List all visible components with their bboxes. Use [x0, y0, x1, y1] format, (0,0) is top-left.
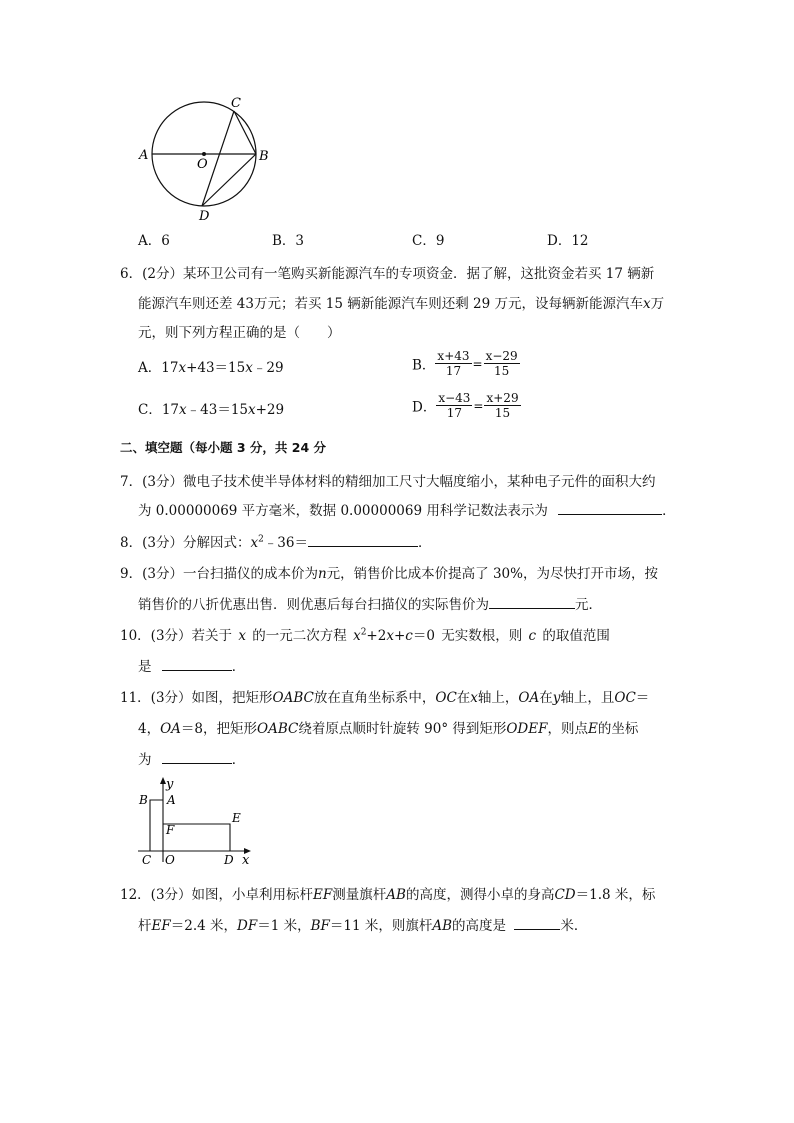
q10-line1: 10．(3分）若关于 x 的一元二次方程 $x^2+2x+c=0$ 无实数根，则 c 的取值范围 — [120, 627, 610, 644]
rect-oabc — [150, 800, 163, 851]
q8-line: 8．(3分）分解因式：$x^2﹣36=$ ． — [120, 534, 432, 551]
q6-line2 — [138, 292, 664, 312]
label-y: y — [166, 777, 174, 792]
q9-line2: 销售价的八折优惠出售．则优惠后每台扫描仪的实际售价为 元． — [138, 597, 602, 613]
q12-line2: 杆EF＝2.4 米，DF＝1 米，BF＝11 米，则旗杆AB的高度是 米． — [138, 918, 588, 934]
label-b: B — [259, 149, 269, 164]
label-o2: O — [165, 853, 175, 866]
q5-option-d[interactable]: D．12 — [547, 233, 589, 249]
label-e: E — [232, 811, 241, 825]
label-d: D — [199, 209, 210, 224]
label-c: C — [231, 96, 241, 111]
label-x: x — [242, 853, 250, 866]
q6-b-frac-right: $\frac{x-29}{15}$ — [485, 349, 518, 378]
label-b2: B — [139, 793, 148, 807]
q10-answer-blank[interactable] — [162, 670, 232, 671]
label-d2: D — [224, 853, 234, 866]
q7-line1: 7．(3分）微电子技术使半导体材料的精细加工尺寸大幅度缩小，某种电子元件的面积大约 — [120, 474, 656, 490]
q6-option-d[interactable]: D． $\frac{x-43}{17}$ = $\frac{x+29}{15}$ — [412, 391, 519, 420]
chord-cb — [234, 111, 256, 154]
q6-d-frac-right: $\frac{x+29}{15}$ — [486, 391, 519, 420]
q11-line2: 4，OA＝8，把矩形OABC绕着原点顺时针旋转 90° 得到矩形ODEF，则点E的坐标 — [138, 721, 639, 737]
q6-line1: 6．(2分）某环卫公司有一笔购买新能源汽车的专项资金．据了解，这批资金若买 17 辆新 — [120, 266, 655, 282]
q5-option-c[interactable]: C．9 — [412, 233, 445, 249]
q5-option-a[interactable]: A．6 — [138, 233, 170, 249]
q6-line3: 元，则下列方程正确的是（ ） — [138, 325, 341, 341]
q7-answer-blank[interactable] — [558, 514, 662, 515]
q6-option-b[interactable]: B． $\frac{x+43}{17}$ = $\frac{x-29}{15}$ — [412, 349, 518, 378]
label-f: F — [166, 823, 175, 837]
q12-line1: 12．(3分）如图，小卓利用标杆EF测量旗杆AB的高度，测得小卓的身高CD＝1.8 米，标 — [120, 887, 656, 903]
q12-answer-blank[interactable] — [514, 929, 560, 930]
q8-answer-blank[interactable] — [308, 546, 418, 547]
q9-line1: 9．(3分）一台扫描仪的成本价为n元，销售价比成本价提高了 30%，为尽快打开市场，按 — [120, 566, 658, 582]
q6-option-c[interactable]: C．17x﹣43＝15x+29 — [138, 402, 285, 418]
circle-figure — [130, 90, 280, 225]
label-a: A — [139, 148, 149, 163]
q11-line3: 为 ． — [138, 752, 246, 768]
q11-answer-blank[interactable] — [162, 763, 232, 764]
rect-figure — [132, 772, 256, 866]
q5-option-b[interactable]: B．3 — [272, 233, 305, 249]
chord-db — [202, 154, 256, 206]
q6-line2-text: 能源汽车则还差 43万元；若买 15 辆新能源汽车则还剩 29 万元，设每辆新能源汽车 — [138, 296, 643, 312]
section-heading: 二、填空题（每小题 3 分，共 24 分 — [120, 440, 327, 455]
center-point — [202, 152, 206, 156]
label-o: O — [197, 157, 208, 172]
q6-option-a[interactable]: A．17x+43＝15x﹣29 — [138, 360, 284, 376]
q10-line2: 是 ． — [138, 659, 246, 675]
q7-line2: 为 0.00000069 平方毫米，数据 0.00000069 用科学记数法表示为 ． — [138, 503, 676, 519]
q6-b-frac-left: $\frac{x+43}{17}$ — [437, 349, 470, 378]
q6-d-frac-left: $\frac{x-43}{17}$ — [438, 391, 471, 420]
q6-line2-end: 万 — [650, 296, 665, 312]
q6-var-x: x — [643, 296, 651, 312]
q11-line1: 11．(3分）如图，把矩形OABC放在直角坐标系中，OC在x轴上，OA在y轴上，且OC＝ — [120, 690, 650, 706]
label-c2: C — [142, 853, 152, 866]
q9-answer-blank[interactable] — [489, 608, 575, 609]
label-a2: A — [167, 793, 176, 807]
